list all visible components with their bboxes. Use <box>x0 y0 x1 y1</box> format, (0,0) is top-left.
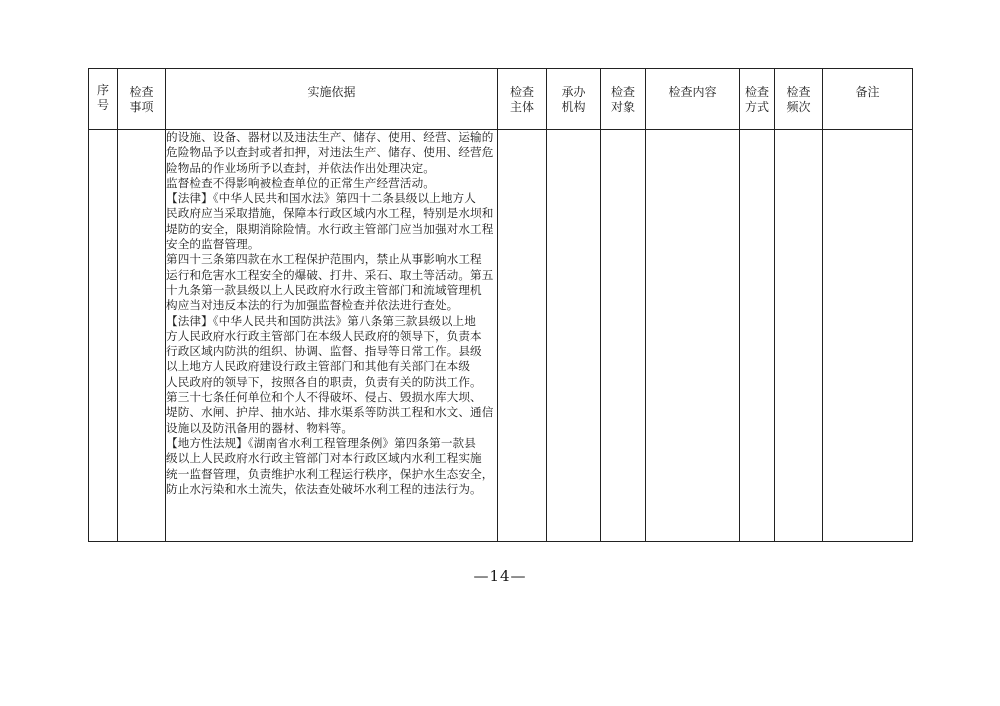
basis-line: 堤防的安全，限期消除险情。水行政主管部门应当加强对水工程 <box>166 221 494 236</box>
header-freq-label: 检查频次 <box>786 85 811 114</box>
basis-line: 【法律】《中华人民共和国水法》第四十二条县级以上地方人 <box>166 191 476 206</box>
header-item <box>118 69 166 130</box>
header-basis <box>166 69 498 130</box>
header-remark <box>823 69 913 130</box>
basis-line: 的设施、设备、器材以及违法生产、储存、使用、经营、运输的 <box>166 130 494 144</box>
cell-target <box>601 130 646 542</box>
header-method-label: 检查方式 <box>744 85 769 114</box>
cell-content <box>646 130 740 542</box>
cell-method <box>740 130 775 542</box>
inspection-table <box>88 68 913 542</box>
basis-line: 行政区域内防洪的组织、协调、监督、指导等日常工作。县级 <box>166 344 482 359</box>
basis-line: 以上地方人民政府建设行政主管部门和其他有关部门在本级 <box>166 359 471 374</box>
cell-subject <box>498 130 547 542</box>
header-content-label: 检查内容 <box>668 85 717 99</box>
header-subject <box>498 69 547 130</box>
basis-line: 第四十三条第四款在水工程保护范围内，禁止从事影响水工程 <box>166 252 482 267</box>
cell-seq <box>89 130 118 542</box>
basis-line: 构应当对违反本法的行为加强监督检查并依法进行查处。 <box>166 298 459 313</box>
cell-freq <box>775 130 823 542</box>
basis-line: 十九条第一款县级以上人民政府水行政主管部门和流域管理机 <box>166 282 482 297</box>
basis-line: 第三十七条任何单位和个人不得破坏、侵占、毁损水库大坝、 <box>166 390 482 405</box>
basis-line: 【法律】《中华人民共和国防洪法》第八条第三款县级以上地 <box>166 313 476 328</box>
header-org <box>547 69 601 130</box>
header-content <box>646 69 740 130</box>
header-method <box>740 69 775 130</box>
table-header-row <box>89 69 913 130</box>
header-target <box>601 69 646 130</box>
table-row <box>89 130 913 542</box>
cell-org <box>547 130 601 542</box>
basis-line: 危险物品予以查封或者扣押，对违法生产、储存、使用、经营危 <box>166 145 494 160</box>
cell-remark <box>823 130 913 542</box>
basis-line: 安全的监督管理。 <box>166 237 260 252</box>
basis-line: 人民政府的领导下，按照各自的职责，负责有关的防洪工作。 <box>166 374 482 389</box>
header-remark-label: 备注 <box>855 85 880 99</box>
basis-line: 运行和危害水工程安全的爆破、打井、采石、取土等活动。第五 <box>166 267 494 282</box>
cell-item <box>118 130 166 542</box>
basis-line: 防止水污染和水土流失，依法查处破坏水利工程的违法行为。 <box>166 481 482 496</box>
basis-line: 级以上人民政府水行政主管部门对本行政区域内水利工程实施 <box>166 451 482 466</box>
cell-basis <box>166 130 498 542</box>
header-target-label: 检查对象 <box>610 85 635 114</box>
header-org-label: 承办机构 <box>561 85 586 114</box>
basis-line: 方人民政府水行政主管部门在本级人民政府的领导下，负责本 <box>166 328 482 343</box>
basis-line: 设施以及防汛备用的器材、物料等。 <box>166 420 354 435</box>
page-number: —14— <box>473 567 527 585</box>
header-freq <box>775 69 823 130</box>
header-subject-label: 检查主体 <box>509 85 534 114</box>
basis-line: 监督检查不得影响被检查单位的正常生产经营活动。 <box>166 175 435 190</box>
basis-line: 堤防、水闸、护岸、抽水站、排水渠系等防洪工程和水文、通信 <box>166 405 494 420</box>
basis-line: 民政府应当采取措施，保障本行政区域内水工程，特别是水坝和 <box>166 206 494 221</box>
basis-line: 险物品的作业场所予以查封，并依法作出处理决定。 <box>166 160 435 175</box>
basis-line: 【地方性法规】《湖南省水利工程管理条例》第四条第一款县 <box>166 435 476 450</box>
header-seq <box>89 69 118 130</box>
header-seq-label: 序号 <box>96 83 109 112</box>
basis-line: 统一监督管理，负责维护水利工程运行秩序，保护水生态安全， <box>166 466 494 481</box>
header-item-label: 检查事项 <box>129 85 154 114</box>
basis-text-block <box>166 130 497 497</box>
header-basis-label: 实施依据 <box>307 85 356 99</box>
